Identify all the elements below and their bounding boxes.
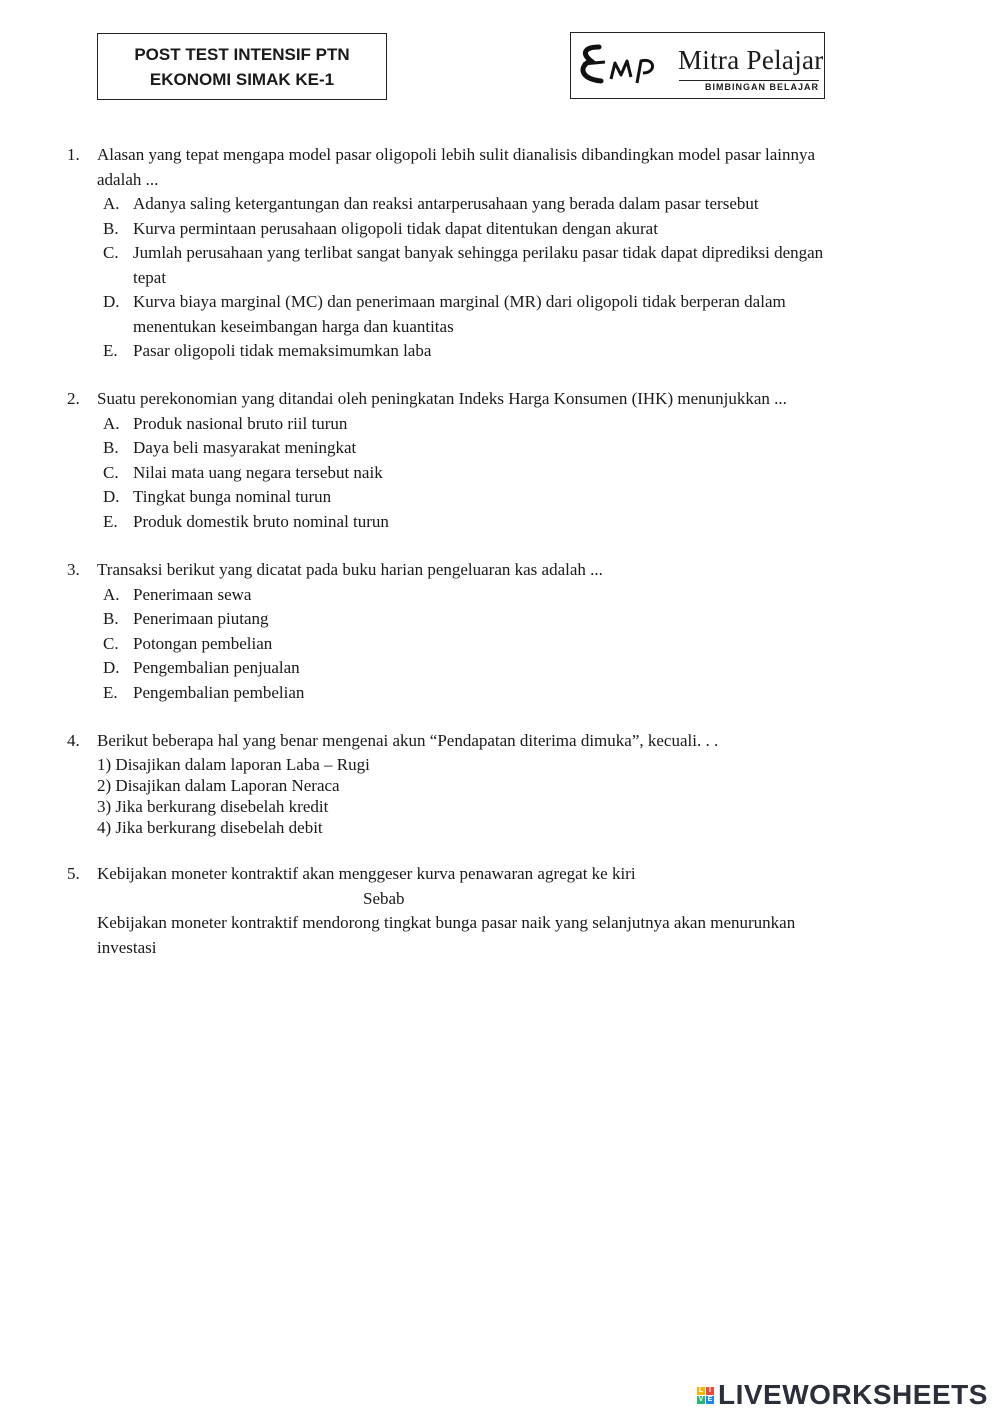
option-text: Kurva permintaan perusahaan oligopoli tidak dapat ditentukan dengan akurat	[133, 218, 658, 238]
option-text-cont: menentukan keseimbangan harga dan kuantitas	[133, 316, 454, 336]
question-number: 2.	[67, 389, 80, 408]
question-text-cont: adalah ...	[97, 169, 159, 189]
statement-item: 3) Jika berkurang disebelah kredit	[97, 796, 329, 816]
title-line-1: POST TEST INTENSIF PTN	[134, 44, 350, 64]
reason-text-cont: investasi	[97, 937, 157, 957]
logo-subtitle: BIMBINGAN BELAJAR	[679, 80, 819, 93]
option-text: Penerimaan sewa	[133, 584, 252, 604]
liveworksheets-logo-icon	[697, 1387, 714, 1404]
question-text: Suatu perekonomian yang ditandai oleh peningkatan Indeks Harga Konsumen (IHK) menunjukkan ...	[97, 389, 787, 408]
option-letter: E.	[103, 682, 118, 702]
option-text: Pasar oligopoli tidak memaksimumkan laba	[133, 341, 432, 360]
option-letter: E.	[103, 341, 118, 360]
logo	[570, 32, 825, 99]
option-letter: A.	[103, 413, 120, 433]
sebab-connector: Sebab	[363, 888, 405, 908]
option-text: Penerimaan piutang	[133, 609, 269, 628]
mitra-pelajar-logo-icon	[575, 39, 675, 89]
title-box	[97, 33, 387, 100]
question-text: Alasan yang tepat mengapa model pasar oligopoli lebih sulit dianalisis dibandingkan model pasar lainnya	[97, 145, 816, 164]
option-letter: B.	[103, 438, 119, 457]
statement-item: 4) Jika berkurang disebelah debit	[97, 817, 323, 837]
option-text: Jumlah perusahaan yang terlibat sangat banyak sehingga perilaku pasar tidak dapat diprediksi dengan	[133, 243, 824, 262]
option-text: Produk domestik bruto nominal turun	[133, 511, 389, 531]
option-text: Pengembalian penjualan	[133, 658, 300, 677]
title-line-2: EKONOMI SIMAK KE-1	[149, 69, 335, 89]
option-letter: A.	[103, 194, 120, 213]
option-letter: E.	[103, 511, 118, 531]
option-text: Adanya saling ketergantungan dan reaksi antarperusahaan yang berada dalam pasar tersebut	[133, 194, 759, 213]
question-number: 1.	[67, 145, 80, 164]
statement-item: 1) Disajikan dalam laporan Laba – Rugi	[97, 754, 370, 774]
question-number: 4.	[67, 731, 80, 750]
question-number: 3.	[67, 560, 80, 579]
option-text: Kurva biaya marginal (MC) dan penerimaan marginal (MR) dari oligopoli tidak berperan dalam	[133, 292, 786, 311]
watermark-text: LIVEWORKSHEETS	[718, 1379, 988, 1410]
question-number: 5.	[67, 864, 80, 883]
option-letter: C.	[103, 462, 119, 482]
option-letter: A.	[103, 584, 120, 604]
option-text: Produk nasional bruto riil turun	[133, 413, 348, 433]
question-text: Berikut beberapa hal yang benar mengenai akun “Pendapatan diterima dimuka”, kecuali. . .	[97, 731, 719, 750]
question-text: Transaksi berikut yang dicatat pada buku harian pengeluaran kas adalah ...	[97, 560, 603, 579]
option-text: Daya beli masyarakat meningkat	[133, 438, 357, 457]
option-text: Tingkat bunga nominal turun	[133, 487, 332, 506]
option-letter: D.	[103, 658, 120, 677]
option-letter: B.	[103, 218, 119, 238]
statement-text: Kebijakan moneter kontraktif akan menggeser kurva penawaran agregat ke kiri	[97, 864, 636, 883]
option-letter: B.	[103, 609, 119, 628]
logo-name: Mitra Pelajar	[678, 45, 824, 75]
option-text: Potongan pembelian	[133, 633, 273, 653]
reason-text: Kebijakan moneter kontraktif mendorong tingkat bunga pasar naik yang selanjutnya akan menurunkan	[97, 913, 796, 932]
logo-tile: I	[706, 1387, 714, 1395]
logo-tile: V	[698, 1395, 704, 1403]
logo-tile: E	[707, 1395, 713, 1403]
option-text: Nilai mata uang negara tersebut naik	[133, 462, 383, 482]
option-letter: C.	[103, 243, 119, 262]
logo-tile: L	[698, 1386, 704, 1394]
liveworksheets-watermark	[697, 1380, 988, 1410]
option-letter: D.	[103, 292, 120, 311]
option-text-cont: tepat	[133, 267, 167, 287]
statement-item: 2) Disajikan dalam Laporan Neraca	[97, 775, 340, 795]
option-text: Pengembalian pembelian	[133, 682, 305, 702]
option-letter: C.	[103, 633, 119, 653]
option-letter: D.	[103, 487, 120, 506]
